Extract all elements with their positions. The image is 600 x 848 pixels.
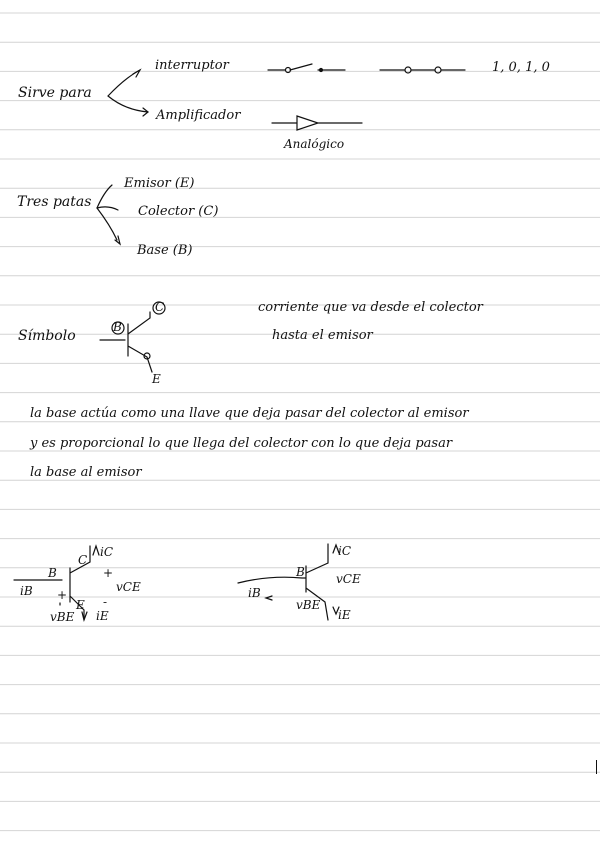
symbol-note-line1: corriente que va desde el colector [258, 300, 483, 315]
symbol-label-b: B [113, 320, 122, 334]
right-label-ib: iB [248, 586, 261, 600]
paragraph-line3: la base al emisor [30, 465, 142, 480]
terminal-emisor: Emisor (E) [124, 176, 195, 191]
uses-heading: Sirve para [18, 85, 92, 101]
left-label-plus-top: + [103, 566, 114, 580]
left-label-vbe: vBE [50, 610, 75, 624]
terminal-colector: Colector (C) [138, 204, 219, 219]
left-label-ic: iC [100, 545, 114, 559]
left-label-ib: iB [20, 584, 33, 598]
left-label-ie: iE [96, 609, 109, 623]
left-label-vce: vCE [116, 580, 141, 594]
symbol-heading: Símbolo [18, 328, 76, 344]
paragraph-line1: la base actúa como una llave que deja pasar del colector al emisor [30, 406, 469, 421]
switch-closed-contact-2 [435, 67, 441, 73]
right-label-vce: vCE [336, 572, 361, 586]
right-label-b: B [296, 565, 305, 579]
right-label-ie: iE [338, 608, 351, 622]
terminal-branch-base [97, 208, 117, 240]
symbol-label-c: C [155, 300, 165, 314]
terminal-base: Base (B) [137, 243, 193, 258]
amplifier-caption: Analógico [284, 137, 345, 151]
branch-amplificador: Amplificador [156, 108, 241, 123]
right-label-vbe: vBE [296, 598, 321, 612]
switch-pin-dot [320, 69, 323, 72]
symbol-label-e: E [152, 372, 161, 386]
amplifier-symbol [272, 116, 362, 130]
left-label-minus: - [103, 595, 108, 609]
left-label-plus-bottom: + [57, 588, 68, 602]
right-label-ic: iC [338, 544, 352, 558]
paragraph-line2: y es proporcional lo que llega del colector con lo que deja pasar [30, 436, 453, 451]
switch-closed-contact-1 [405, 67, 411, 73]
branch-interruptor: interruptor [155, 58, 229, 73]
terminal-branch-colector [97, 207, 118, 210]
left-label-e: E [76, 598, 85, 612]
margin-mark [596, 760, 597, 774]
binary-values: 1, 0, 1, 0 [492, 60, 550, 75]
branch-stroke-lower [108, 96, 148, 112]
left-label-b: B [48, 566, 57, 580]
left-label-c: C [78, 553, 88, 567]
terminals-heading: Tres patas [17, 194, 92, 210]
ruled-lines [0, 13, 600, 831]
branch-stroke-upper [108, 70, 140, 96]
symbol-note-line2: hasta el emisor [272, 328, 373, 343]
